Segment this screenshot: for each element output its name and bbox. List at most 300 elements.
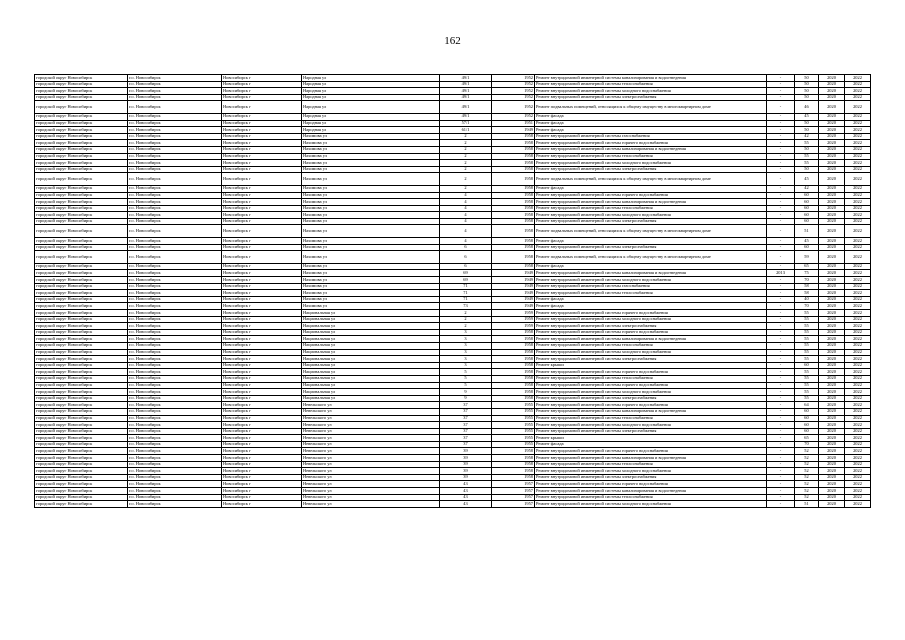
wear-percent-cell: 52 [795,461,819,468]
work-type-cell: Ремонт внутридомовой инженерной системы холодного водоснабжения [535,212,767,219]
street-cell: Нахимова ул [302,218,440,225]
year-built-cell: 1949 [492,270,535,277]
last-repair-cell: - [767,455,795,462]
table-row [35,173,871,186]
year-built-cell: 1958 [492,160,535,167]
municipality-cell: городской округ Новосибирск [35,277,128,284]
last-repair-cell: - [767,329,795,336]
work-type-cell: Ремонт внутридомовой инженерной системы холодного водоснабжения [535,88,767,95]
year-built-cell: 1949 [492,296,535,303]
start-year-cell: 2020 [819,283,845,290]
start-year-cell: 2020 [819,441,845,448]
settlement-cell: Новосибирск г [222,323,302,330]
last-repair-cell: - [767,349,795,356]
page-number: 162 [444,35,461,47]
last-repair-cell: - [767,408,795,415]
work-type-cell: Ремонт внутридомовой инженерной системы канализирования и водоотведения [535,455,767,462]
wear-percent-cell: 42 [795,185,819,192]
work-type-cell: Ремонт внутридомовой инженерной системы канализирования и водоотведения [535,75,767,82]
end-year-cell: 2022 [845,402,871,409]
table-row [35,251,871,264]
wear-percent-cell: 55 [795,369,819,376]
municipality-cell: городской округ Новосибирск [35,422,128,429]
start-year-cell: 2020 [819,251,845,264]
district-cell: г.о. Новосибирск [128,173,222,186]
last-repair-cell: - [767,375,795,382]
district-cell: г.о. Новосибирск [128,474,222,481]
settlement-cell: Новосибирск г [222,94,302,101]
settlement-cell: Новосибирск г [222,455,302,462]
last-repair-cell: - [767,303,795,310]
start-year-cell: 2020 [819,270,845,277]
end-year-cell: 2022 [845,283,871,290]
wear-percent-cell: 45 [795,238,819,245]
wear-percent-cell: 52 [795,488,819,495]
district-cell: г.о. Новосибирск [128,375,222,382]
work-type-cell: Ремонт фасада [535,238,767,245]
house-cell: 3 [440,362,492,369]
settlement-cell: Новосибирск г [222,146,302,153]
end-year-cell: 2022 [845,173,871,186]
wear-percent-cell: 55 [795,395,819,402]
last-repair-cell: - [767,422,795,429]
district-cell: г.о. Новосибирск [128,494,222,501]
start-year-cell: 2020 [819,329,845,336]
year-built-cell: 1959 [492,323,535,330]
municipality-cell: городской округ Новосибирск [35,120,128,127]
table-row [35,218,871,225]
settlement-cell: Новосибирск г [222,205,302,212]
work-type-cell: Ремонт фасада [535,441,767,448]
street-cell: Нахимова ул [302,173,440,186]
settlement-cell: Новосибирск г [222,133,302,140]
wear-percent-cell: 42 [795,133,819,140]
work-type-cell: Ремонт внутридомовой инженерной системы канализирования и водоотведения [535,336,767,343]
last-repair-cell: - [767,283,795,290]
municipality-cell: городской округ Новосибирск [35,461,128,468]
year-built-cell: 1958 [492,166,535,173]
municipality-cell: городской округ Новосибирск [35,192,128,199]
year-built-cell: 1958 [492,336,535,343]
settlement-cell: Новосибирск г [222,185,302,192]
last-repair-cell: - [767,212,795,219]
start-year-cell: 2020 [819,422,845,429]
start-year-cell: 2020 [819,244,845,251]
year-built-cell: 1958 [492,349,535,356]
district-cell: г.о. Новосибирск [128,290,222,297]
street-cell: Нахимова ул [302,270,440,277]
start-year-cell: 2020 [819,303,845,310]
year-built-cell: 1958 [492,205,535,212]
last-repair-cell: - [767,218,795,225]
year-built-cell: 1959 [492,316,535,323]
table-row [35,263,871,270]
table-row [35,369,871,376]
year-built-cell: 1958 [492,448,535,455]
year-built-cell: 1958 [492,356,535,363]
work-type-cell: Ремонт подвальных помещений, относящихся к общему имуществу в многоквартирном доме [535,101,767,114]
settlement-cell: Новосибирск г [222,395,302,402]
last-repair-cell: - [767,441,795,448]
municipality-cell: городской округ Новосибирск [35,342,128,349]
municipality-cell: городской округ Новосибирск [35,389,128,396]
work-type-cell: Ремонт внутридомовой инженерной системы теплоснабжения [535,461,767,468]
municipality-cell: городской округ Новосибирск [35,468,128,475]
year-built-cell: 1957 [492,494,535,501]
street-cell: Нахимова ул [302,192,440,199]
street-cell: Народная ул [302,127,440,134]
work-type-cell: Ремонт внутридомовой инженерной системы теплоснабжения [535,153,767,160]
house-cell: 71 [440,290,492,297]
end-year-cell: 2022 [845,218,871,225]
table-row [35,336,871,343]
work-type-cell: Ремонт внутридомовой инженерной системы горячего водоснабжения [535,369,767,376]
house-cell: 2 [440,140,492,147]
start-year-cell: 2020 [819,349,845,356]
work-type-cell: Ремонт внутридомовой инженерной системы холодного водоснабжения [535,422,767,429]
district-cell: г.о. Новосибирск [128,205,222,212]
settlement-cell: Новосибирск г [222,244,302,251]
last-repair-cell: - [767,310,795,317]
district-cell: г.о. Новосибирск [128,81,222,88]
last-repair-cell: - [767,468,795,475]
wear-percent-cell: 60 [795,422,819,429]
year-built-cell: 1955 [492,422,535,429]
municipality-cell: городской округ Новосибирск [35,185,128,192]
district-cell: г.о. Новосибирск [128,422,222,429]
wear-percent-cell: 52 [795,481,819,488]
street-cell: Невельского ул [302,402,440,409]
wear-percent-cell: 65 [795,435,819,442]
year-built-cell: 1958 [492,369,535,376]
start-year-cell: 2020 [819,173,845,186]
municipality-cell: городской округ Новосибирск [35,501,128,508]
district-cell: г.о. Новосибирск [128,251,222,264]
district-cell: г.о. Новосибирск [128,481,222,488]
house-cell: 4 [440,238,492,245]
last-repair-cell: - [767,101,795,114]
house-cell: 61/1 [440,127,492,134]
municipality-cell: городской округ Новосибирск [35,455,128,462]
table-row [35,316,871,323]
last-repair-cell: - [767,402,795,409]
street-cell: Нахимова ул [302,140,440,147]
district-cell: г.о. Новосибирск [128,166,222,173]
table-row [35,101,871,114]
work-type-cell: Ремонт внутридомовой инженерной системы электроснабжения [535,474,767,481]
house-cell: 43 [440,481,492,488]
district-cell: г.о. Новосибирск [128,146,222,153]
street-cell: Невельского ул [302,422,440,429]
capital-repair-table [34,74,871,508]
house-cell: 2 [440,316,492,323]
house-cell: 9 [440,389,492,396]
last-repair-cell: - [767,382,795,389]
year-built-cell: 1958 [492,212,535,219]
street-cell: Национальная ул [302,362,440,369]
wear-percent-cell: 51 [795,501,819,508]
municipality-cell: городской округ Новосибирск [35,375,128,382]
last-repair-cell: - [767,263,795,270]
work-type-cell: Ремонт крыши [535,435,767,442]
work-type-cell: Ремонт внутридомовой инженерной системы канализирования и водоотведения [535,146,767,153]
wear-percent-cell: 50 [795,88,819,95]
street-cell: Народная ул [302,113,440,120]
last-repair-cell: - [767,160,795,167]
wear-percent-cell: 70 [795,303,819,310]
settlement-cell: Новосибирск г [222,349,302,356]
settlement-cell: Новосибирск г [222,342,302,349]
work-type-cell: Ремонт внутридомовой инженерной системы теплоснабжения [535,342,767,349]
municipality-cell: городской округ Новосибирск [35,349,128,356]
end-year-cell: 2022 [845,127,871,134]
wear-percent-cell: 55 [795,160,819,167]
start-year-cell: 2020 [819,101,845,114]
start-year-cell: 2020 [819,415,845,422]
table-row [35,323,871,330]
settlement-cell: Новосибирск г [222,422,302,429]
district-cell: г.о. Новосибирск [128,329,222,336]
street-cell: Нахимова ул [302,251,440,264]
start-year-cell: 2020 [819,205,845,212]
end-year-cell: 2022 [845,244,871,251]
end-year-cell: 2022 [845,362,871,369]
district-cell: г.о. Новосибирск [128,369,222,376]
table-row [35,199,871,206]
wear-percent-cell: 55 [795,316,819,323]
street-cell: Национальная ул [302,316,440,323]
work-type-cell: Ремонт внутридомовой инженерной системы теплоснабжения [535,290,767,297]
district-cell: г.о. Новосибирск [128,349,222,356]
house-cell: 5 [440,369,492,376]
street-cell: Народная ул [302,94,440,101]
street-cell: Нахимова ул [302,296,440,303]
street-cell: Национальная ул [302,349,440,356]
table-row [35,244,871,251]
year-built-cell: 1957 [492,488,535,495]
wear-percent-cell: 55 [795,389,819,396]
house-cell: 6 [440,263,492,270]
wear-percent-cell: 55 [795,356,819,363]
wear-percent-cell: 55 [795,382,819,389]
start-year-cell: 2020 [819,113,845,120]
municipality-cell: городской округ Новосибирск [35,140,128,147]
street-cell: Национальная ул [302,342,440,349]
work-type-cell: Ремонт внутридомовой инженерной системы горячего водоснабжения [535,192,767,199]
table-row [35,283,871,290]
settlement-cell: Новосибирск г [222,263,302,270]
year-built-cell: 1949 [492,303,535,310]
year-built-cell: 1955 [492,402,535,409]
settlement-cell: Новосибирск г [222,316,302,323]
municipality-cell: городской округ Новосибирск [35,205,128,212]
end-year-cell: 2022 [845,488,871,495]
year-built-cell: 1958 [492,461,535,468]
last-repair-cell: - [767,428,795,435]
municipality-cell: городской округ Новосибирск [35,218,128,225]
table-row [35,342,871,349]
house-cell: 71 [440,283,492,290]
table-row [35,461,871,468]
district-cell: г.о. Новосибирск [128,303,222,310]
settlement-cell: Новосибирск г [222,101,302,114]
end-year-cell: 2022 [845,461,871,468]
last-repair-cell: - [767,488,795,495]
municipality-cell: городской округ Новосибирск [35,402,128,409]
municipality-cell: городской округ Новосибирск [35,428,128,435]
start-year-cell: 2020 [819,166,845,173]
year-built-cell: 1958 [492,342,535,349]
end-year-cell: 2022 [845,225,871,238]
work-type-cell: Ремонт внутридомовой инженерной системы электроснабжения [535,356,767,363]
year-built-cell: 1959 [492,310,535,317]
house-cell: 2 [440,153,492,160]
work-type-cell: Ремонт внутридомовой инженерной системы теплоснабжения [535,205,767,212]
end-year-cell: 2022 [845,474,871,481]
settlement-cell: Новосибирск г [222,461,302,468]
wear-percent-cell: 55 [795,153,819,160]
municipality-cell: городской округ Новосибирск [35,160,128,167]
house-cell: 49/1 [440,75,492,82]
district-cell: г.о. Новосибирск [128,362,222,369]
municipality-cell: городской округ Новосибирск [35,481,128,488]
last-repair-cell: - [767,199,795,206]
last-repair-cell: - [767,395,795,402]
table-row [35,362,871,369]
district-cell: г.о. Новосибирск [128,296,222,303]
house-cell: 2 [440,310,492,317]
district-cell: г.о. Новосибирск [128,101,222,114]
year-built-cell: 1958 [492,382,535,389]
work-type-cell: Ремонт внутридомовой инженерной системы канализирования и водоотведения [535,488,767,495]
wear-percent-cell: 55 [795,140,819,147]
last-repair-cell: - [767,342,795,349]
end-year-cell: 2022 [845,277,871,284]
wear-percent-cell: 55 [795,310,819,317]
municipality-cell: городской округ Новосибирск [35,488,128,495]
table-row [35,146,871,153]
end-year-cell: 2022 [845,369,871,376]
municipality-cell: городской округ Новосибирск [35,244,128,251]
last-repair-cell: - [767,146,795,153]
wear-percent-cell: 52 [795,455,819,462]
last-repair-cell: - [767,448,795,455]
street-cell: Невельского ул [302,481,440,488]
street-cell: Народная ул [302,75,440,82]
settlement-cell: Новосибирск г [222,369,302,376]
house-cell: 5 [440,382,492,389]
start-year-cell: 2020 [819,455,845,462]
year-built-cell: 1952 [492,94,535,101]
district-cell: г.о. Новосибирск [128,127,222,134]
house-cell: 39 [440,474,492,481]
end-year-cell: 2022 [845,113,871,120]
municipality-cell: городской округ Новосибирск [35,448,128,455]
wear-percent-cell: 60 [795,415,819,422]
settlement-cell: Новосибирск г [222,212,302,219]
table-row [35,428,871,435]
start-year-cell: 2020 [819,316,845,323]
district-cell: г.о. Новосибирск [128,88,222,95]
start-year-cell: 2020 [819,160,845,167]
work-type-cell: Ремонт внутридомовой инженерной системы газоснабжения [535,133,767,140]
house-cell: 3 [440,336,492,343]
district-cell: г.о. Новосибирск [128,428,222,435]
last-repair-cell: - [767,225,795,238]
year-built-cell: 1952 [492,75,535,82]
municipality-cell: городской округ Новосибирск [35,435,128,442]
year-built-cell: 1955 [492,441,535,448]
district-cell: г.о. Новосибирск [128,356,222,363]
wear-percent-cell: 55 [795,336,819,343]
municipality-cell: городской округ Новосибирск [35,133,128,140]
house-cell: 43 [440,494,492,501]
municipality-cell: городской округ Новосибирск [35,166,128,173]
table-row [35,133,871,140]
municipality-cell: городской округ Новосибирск [35,408,128,415]
district-cell: г.о. Новосибирск [128,441,222,448]
start-year-cell: 2020 [819,323,845,330]
district-cell: г.о. Новосибирск [128,488,222,495]
district-cell: г.о. Новосибирск [128,408,222,415]
house-cell: 9 [440,395,492,402]
table-row [35,448,871,455]
municipality-cell: городской округ Новосибирск [35,127,128,134]
settlement-cell: Новосибирск г [222,474,302,481]
end-year-cell: 2022 [845,185,871,192]
district-cell: г.о. Новосибирск [128,382,222,389]
last-repair-cell: - [767,185,795,192]
district-cell: г.о. Новосибирск [128,270,222,277]
table-row [35,153,871,160]
wear-percent-cell: 45 [795,113,819,120]
end-year-cell: 2022 [845,212,871,219]
table-row [35,212,871,219]
municipality-cell: городской округ Новосибирск [35,494,128,501]
last-repair-cell: - [767,356,795,363]
year-built-cell: 1958 [492,263,535,270]
district-cell: г.о. Новосибирск [128,94,222,101]
end-year-cell: 2022 [845,146,871,153]
year-built-cell: 1955 [492,428,535,435]
end-year-cell: 2022 [845,270,871,277]
start-year-cell: 2020 [819,218,845,225]
year-built-cell: 1958 [492,185,535,192]
work-type-cell: Ремонт фасада [535,263,767,270]
year-built-cell: 1952 [492,101,535,114]
district-cell: г.о. Новосибирск [128,212,222,219]
municipality-cell: городской округ Новосибирск [35,415,128,422]
work-type-cell: Ремонт внутридомовой инженерной системы холодного водоснабжения [535,349,767,356]
table-row [35,481,871,488]
end-year-cell: 2022 [845,153,871,160]
year-built-cell: 1955 [492,408,535,415]
start-year-cell: 2020 [819,192,845,199]
wear-percent-cell: 60 [795,428,819,435]
work-type-cell: Ремонт внутридомовой инженерной системы электроснабжения [535,94,767,101]
work-type-cell: Ремонт фасада [535,303,767,310]
house-cell: 4 [440,199,492,206]
house-cell: 2 [440,160,492,167]
end-year-cell: 2022 [845,422,871,429]
table-row [35,185,871,192]
municipality-cell: городской округ Новосибирск [35,290,128,297]
work-type-cell: Ремонт внутридомовой инженерной системы электроснабжения [535,395,767,402]
work-type-cell: Ремонт внутридомовой инженерной системы горячего водоснабжения [535,329,767,336]
table-row [35,501,871,508]
wear-percent-cell: 46 [795,101,819,114]
house-cell: 3 [440,329,492,336]
